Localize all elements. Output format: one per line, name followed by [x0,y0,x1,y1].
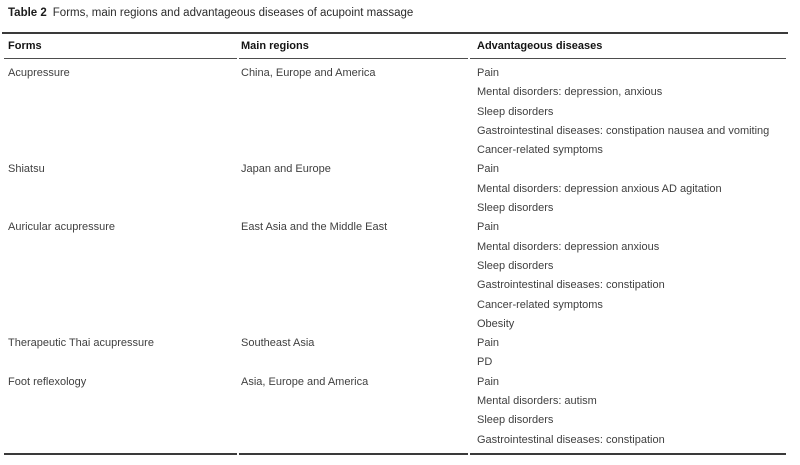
column-header-forms: Forms [4,34,237,59]
column-header-advantageous-diseases: Advantageous diseases [470,34,786,59]
table-caption [0,0,800,32]
table-row [4,373,786,455]
form-cell: Foot reflexology [4,373,237,455]
acupoint-massage-table [2,32,788,455]
disease-line: Sleep disorders [477,259,554,272]
disease-line: Pain [477,67,500,79]
disease-line: Pain [477,337,500,350]
table-caption-label: Table 2 [8,7,47,19]
disease-line: Pain [477,221,500,234]
diseases-cell [470,334,786,373]
region-cell: Southeast Asia [241,337,315,350]
table-row [4,59,786,160]
diseases-cell [470,160,786,218]
region-cell: China, Europe and America [241,67,376,79]
disease-line: Cancer-related symptoms [477,144,603,157]
form-cell: Therapeutic Thai acupressure [8,337,154,350]
diseases-cell [470,373,786,455]
region-cell: Asia, Europe and America [239,373,468,455]
disease-line: Mental disorders: depression anxious [477,240,660,253]
disease-line: Cancer-related symptoms [477,298,603,311]
column-header-main-regions: Main regions [239,34,468,59]
diseases-cell [470,218,786,334]
form-cell: Auricular acupressure [8,221,115,234]
region-cell: East Asia and the Middle East [241,221,388,234]
disease-line: Gastrointestinal diseases: constipation [477,279,665,292]
disease-line: Pain [477,375,500,388]
table-body [4,59,786,455]
disease-line: Pain [477,163,500,176]
table-row [4,160,786,218]
disease-line: Mental disorders: autism [477,395,597,408]
disease-line: PD [477,356,493,369]
table-row [4,334,786,373]
disease-line: Mental disorders: depression, anxious [477,86,663,99]
disease-line: Sleep disorders [477,414,554,427]
disease-line: Gastrointestinal diseases: constipation nausea and vomiting [477,124,770,137]
disease-line: Obesity [477,317,515,330]
table-row [4,218,786,334]
diseases-cell [470,59,786,160]
disease-line: Gastrointestinal diseases: constipation [477,433,665,446]
disease-line: Mental disorders: depression anxious AD agitation [477,182,722,195]
header-row [4,34,786,59]
region-cell: Japan and Europe [241,163,331,176]
form-cell: Acupressure [8,67,70,79]
table-caption-text: Forms, main regions and advantageous diseases of acupoint massage [52,7,414,19]
disease-line: Sleep disorders [477,105,554,118]
form-cell: Shiatsu [8,163,45,176]
disease-line: Sleep disorders [477,202,554,215]
